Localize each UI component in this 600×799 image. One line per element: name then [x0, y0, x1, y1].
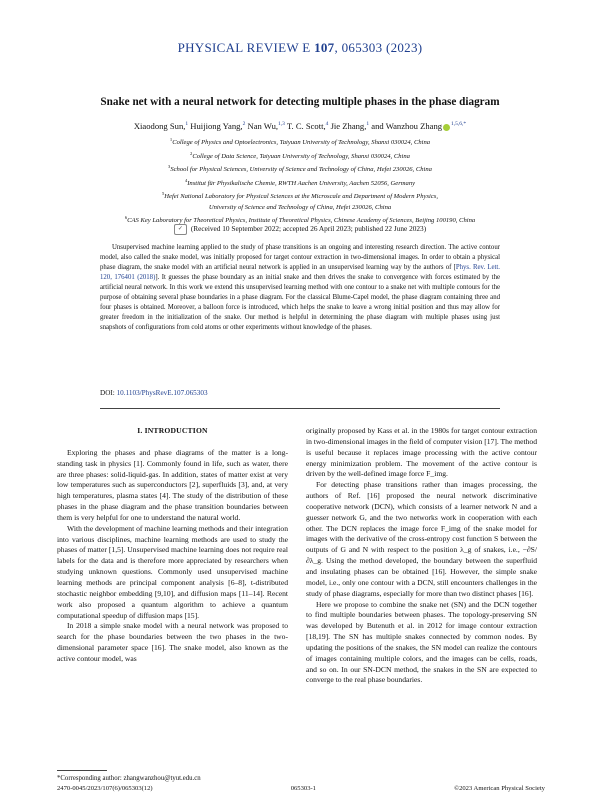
right-paragraph-3: Here we propose to combine the snake net (SN) and the DCN together to find multiple boundaries between phases. The topology-preserving SN was developed by Butenuth et al. in 2012 for image contour extraction [18,19]. The SN has multiple snakes connected by common nodes. By updating the positions of the snakes, the SN model can realize the contours of images containing multiple colors, and the images can be cells, roads, and so on. In our SN-DCN method, the snakes in the SN are expected to converge to the real phase boundaries. [306, 599, 537, 685]
footer-copyright: ©2023 American Physical Society [454, 785, 545, 792]
author-name: Jie Zhang, [330, 121, 367, 131]
affiliation-line [40, 135, 560, 149]
affiliation-list [40, 135, 560, 227]
abstract-part2: ]. It guesses the phase boundary as an initial snake and then drives the snake to convergence with forces estimated by the artificial neural network. In this work we extend this unsupervised learning method with one contour to a snake net with multiple contours for the purpose of obtaining several phase boundaries in a phase diagram. For the classical Blume-Capel model, the phase diagram containing three and four phases is obtained. Moreover, a balloon force is introduced, which helps the snake to leave a wrong initial position and thus may allow for greater freedom in the initialization of the snake. Our method is helpful in determining the phase diagram with multiple phases using just snapshots of configurations from cold atoms or other experiments without knowledge of the phases. [100, 274, 500, 332]
author-name: Nan Wu, [247, 121, 279, 131]
affiliation-line [40, 189, 560, 203]
section-divider [100, 408, 500, 409]
affiliation-text: School for Physical Sciences, University of Science and Technology of China, Hefei 230026, China [170, 166, 432, 174]
doi-link[interactable]: 10.1103/PhysRevE.107.065303 [116, 389, 208, 397]
orcid-icon[interactable] [443, 124, 450, 131]
journal-name: PHYSICAL REVIEW E [177, 40, 311, 55]
affiliation-text: Hefei National Laboratory for Physical Sciences at the Microscale and Department of Modern Physics, [164, 193, 438, 201]
left-column [57, 426, 288, 665]
received-dates [40, 224, 560, 235]
doi [100, 389, 208, 397]
author-affiliation-mark: 1,3 [278, 121, 285, 128]
author-affiliation-mark: 2 [242, 121, 246, 128]
affiliation-text: CAS Key Laboratory for Theoretical Physics, Institute of Theoretical Physics, Chinese Academy of Sciences, Beijing 100190, China [127, 217, 476, 225]
author-name: Huijiong Yang, [190, 121, 243, 131]
left-paragraph-2: With the development of machine learning methods and their integration into various disciplines, machine learning methods are used to study the phases of matter [1,5]. Unsupervised machine learning does not require real labels for the data and is therefore more appreciated by researchers when studying unknown questions. Commonly used unsupervised machine learning methods are principal component analysis [6–8], t-distributed stochastic neighbor embedding [9,10], and diffusion maps [11–14]. Recent work also proposed a quantum algorithm to achieve a quantum computational speedup of diffusion maps [15]. [57, 523, 288, 620]
journal-volume: 107 [314, 40, 335, 55]
received-text: (Received 10 September 2022; accepted 26 April 2023; published 22 June 2023) [190, 224, 427, 234]
affiliation-mark: 4 [184, 177, 188, 183]
author-name: T. C. Scott, [286, 121, 326, 131]
left-paragraph-1: Exploring the phases and phase diagrams of the matter is a long-standing task in physics [1]. Commonly found in life, such as water, there are three phases: solid-liquid-gas. In addition, states of matter exist at very low temperatures such as superconductors [2], superfluids [3], and, at very high temperatures, plasma states [4]. The study of the distribution of these phases in the phase diagram and the phase transition boundaries between them is very helpful for one to understand the natural world. [57, 447, 288, 522]
author-affiliation-mark: 1 [366, 121, 370, 128]
journal-header: PHYSICAL REVIEW E 107, 065303 (2023) [177, 40, 423, 55]
paper-title: Snake net with a neural network for detecting multiple phases in the phase diagram [100, 96, 500, 108]
section-heading: I. INTRODUCTION [137, 426, 208, 435]
abstract [100, 243, 500, 333]
affiliation-line [40, 149, 560, 163]
author-name: Xiaodong Sun, [133, 121, 186, 131]
doi-label: DOI: [100, 389, 115, 397]
affiliation-mark: 1 [169, 137, 173, 142]
affiliation-mark: 6 [124, 215, 128, 221]
author-list [40, 121, 560, 131]
abstract-reference-link[interactable]: Phys. Rev. Lett. 120, 176401 (2018) [100, 264, 501, 282]
footer-page-number: 065303-1 [290, 785, 316, 792]
affiliation-text: College of Physics and Optoelectronics, Taiyuan University of Technology, Shanxi 030024, China [172, 139, 431, 147]
affiliation-text: College of Data Science, Taiyuan University of Technology, Shanxi 030024, China [192, 152, 410, 160]
abstract-part1: Unsupervised machine learning applied to the study of phase transitions is an ongoing and interesting research direction. The active contour model, also called the snake model, was initially proposed for target contour extraction in two-dimensional images. In order to obtain a physical phase diagram, the snake model with an artificial neural network is applied in an unsupervised learning way by the authors of [ [100, 244, 500, 272]
affiliation-text: Institut für Physikalische Chemie, RWTH Aachen University, Aachen 52056, Germany [187, 179, 416, 187]
affiliation-mark: 2 [190, 150, 193, 156]
right-paragraph-2: For detecting phase transitions rather than images processing, the authors of Ref. [16] proposed the neural network discriminative cooperative network (DCN), which consists of a learner network N and a guesser network G, and the two networks work in cooperation with each other. The DCN replaces the image force F_img of the snake model for images with the derivative of the cross-entropy cost function S between the outputs of G and N with respect to the position λ_g of snakes, i.e., −∂S/∂λ_g. Using the method developed, the boundary between the superfluid and insulating phases can be obtained [16]. However, the simple snake model, i.e., only one contour with a DCN, still encounters challenges in the study of phase diagrams, especially for more than two distinct phases [16]. [306, 480, 537, 598]
page-footer [57, 785, 545, 792]
footer-issn: 2470-0045/2023/107(6)/065303(12) [57, 785, 153, 792]
affiliation-line [40, 203, 560, 213]
affiliation-line [40, 162, 560, 176]
affiliation-mark: 3 [168, 164, 171, 170]
affiliation-text: University of Science and Technology of China, Hefei 230026, China [208, 203, 392, 211]
author-affiliation-mark: 1,5,6,* [451, 121, 467, 128]
author-affiliation-mark: 1 [185, 121, 189, 128]
check-for-updates-icon[interactable]: ✓ [174, 224, 187, 235]
right-column [306, 426, 537, 686]
affiliation-mark: 5 [161, 191, 165, 197]
corresponding-author-footnote: *Corresponding author: zhangwanzhou@tyut.edu.cn [57, 775, 201, 782]
left-paragraph-3: In 2018 a simple snake model with a neural network was proposed to search for the phase boundaries between the two phases in the two-dimensional parameter space [16]. The snake model, also known as the active contour model, was [57, 621, 288, 663]
affiliation-line [40, 176, 560, 190]
author-affiliation-mark: 4 [325, 121, 329, 128]
footnote-divider [57, 770, 107, 771]
author-name: and Wanzhou Zhang [371, 121, 443, 131]
right-paragraph-1: originally proposed by Kass et al. in the 1980s for target contour extraction in two-dimensional images in the field of computer vision [17]. The method is useful because it replaces image processing with the active contour energy minimization problem. The movement of the active contour is driven by the well-defined image force F_img. [306, 426, 538, 479]
journal-article: 065303 (2023) [341, 40, 423, 55]
